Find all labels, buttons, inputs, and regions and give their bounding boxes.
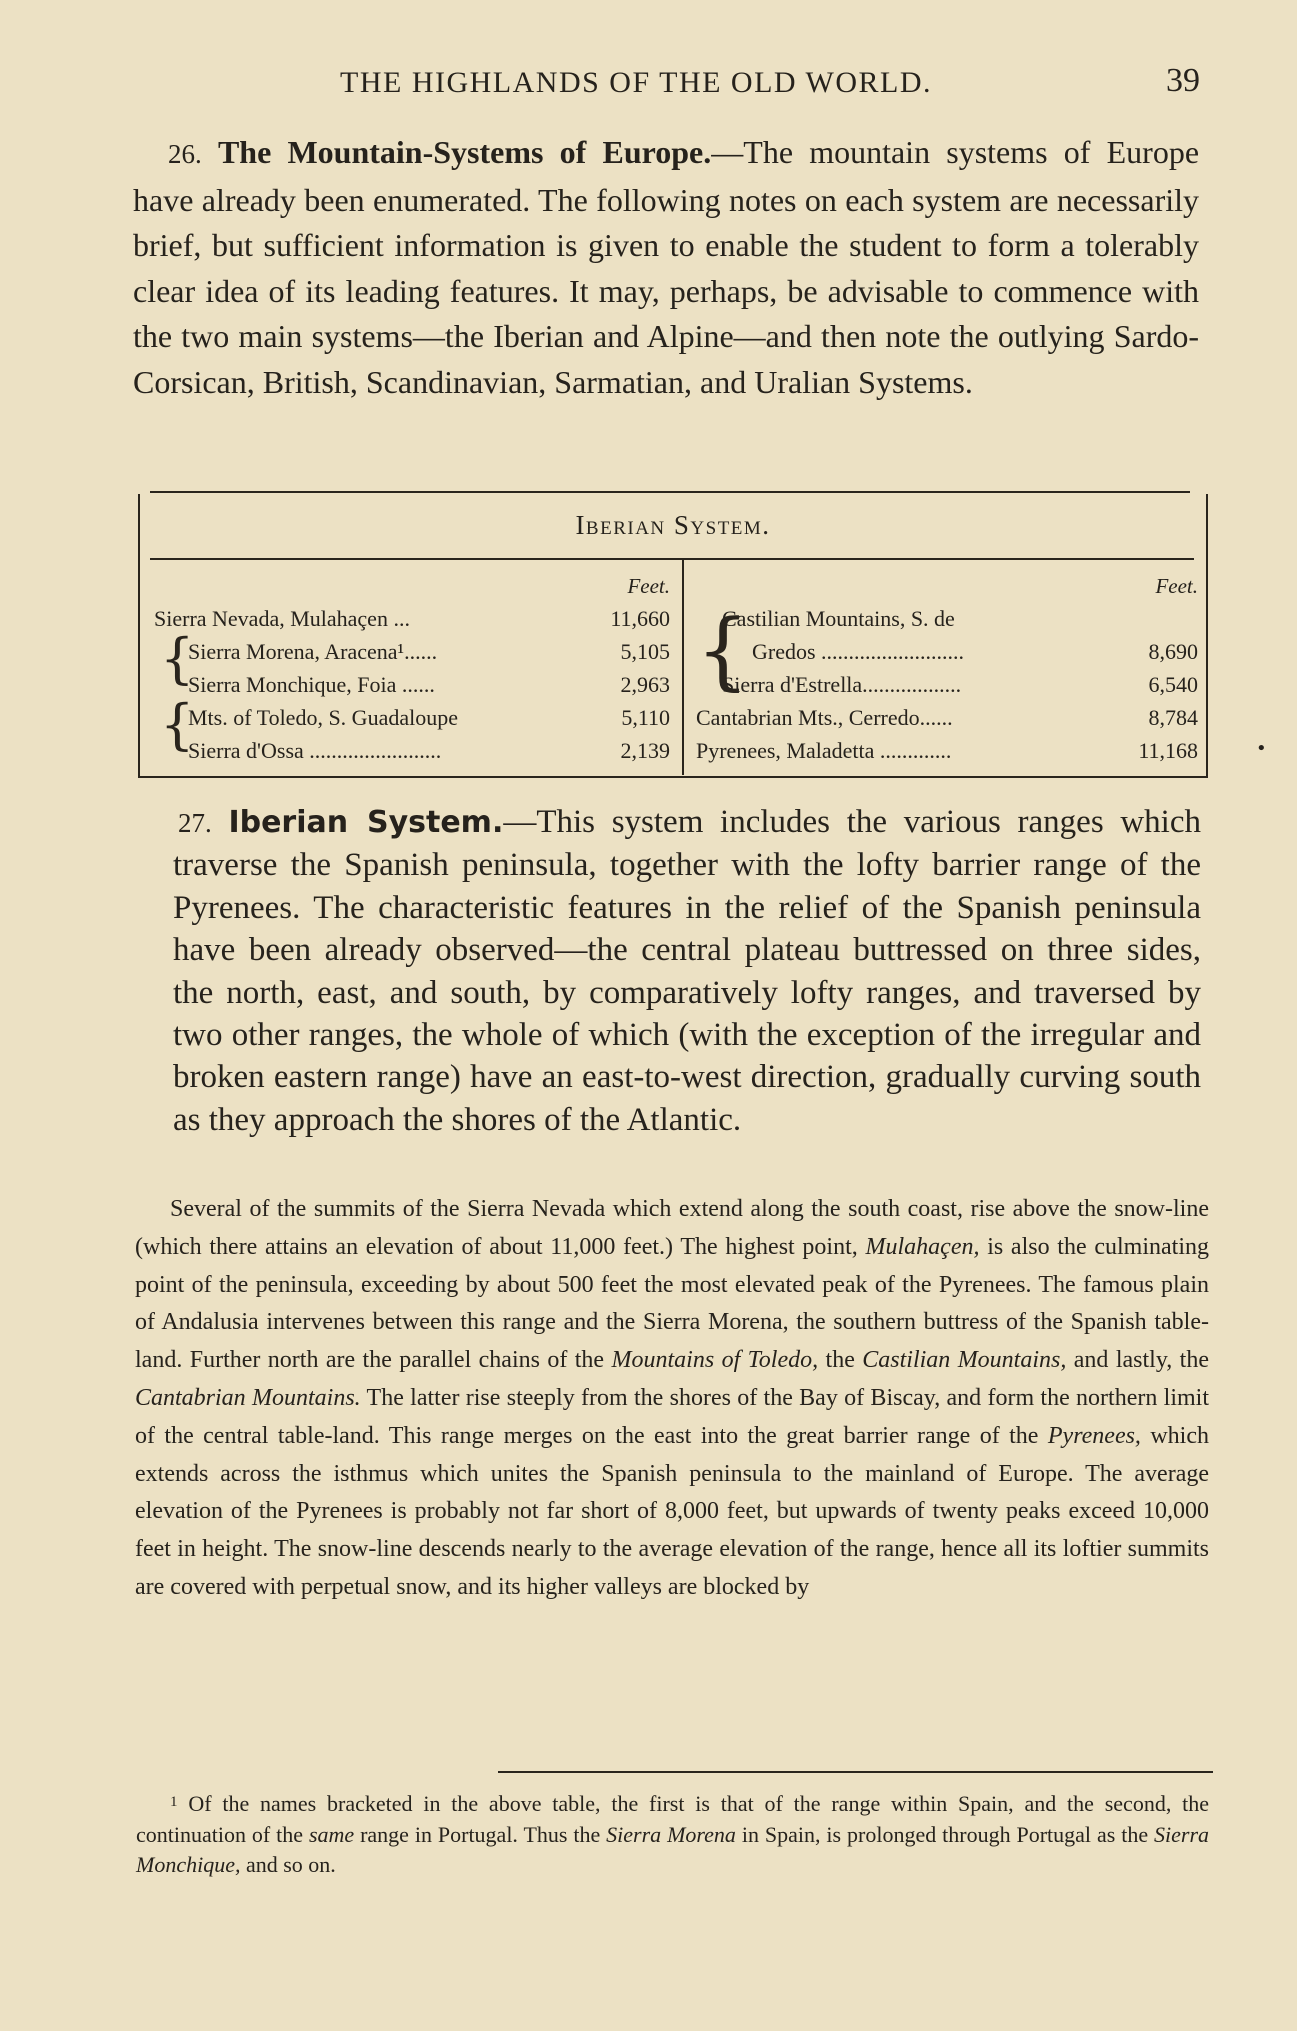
table-row <box>696 668 1198 701</box>
peak-name: Castilian Mountains, S. de <box>722 606 955 631</box>
table-top-rule <box>150 491 1190 493</box>
elevation-value: 5,110 <box>621 705 670 730</box>
text-run: in Spain, is prolonged through Portugal as the <box>735 1821 1154 1847</box>
table-row <box>154 602 670 635</box>
peak-name: Mts. of Toledo, S. Guadaloupe <box>188 705 458 730</box>
table-row <box>154 701 670 734</box>
peak-name: Gredos .......................... <box>752 639 965 664</box>
paragraph-text: —The mountain systems of Europe have already been enumerated. The following notes on each system are necessarily brief, but sufficient information is given to enable the student to form a tolerably clear idea of its leading features. It may, perhaps, be advisable to commence with the two main systems—the Iberian and Alpine—and then note the outlying Sardo-Corsican, British, Scandinavian, Sarmatian, and Uralian Systems. <box>133 134 1200 400</box>
section-heading: The Mountain-Systems of Europe. <box>217 134 712 170</box>
table-row <box>696 602 1198 635</box>
table-row <box>696 635 1198 668</box>
footnote-rule <box>498 1771 1213 1773</box>
table-caption: Iberian System. <box>575 510 771 540</box>
elevation-value: 5,105 <box>620 639 670 664</box>
text-run: which extends across the isthmus which unites the Spanish peninsula to the mainland of Europe. The average elevation of the Pyrenees is probably not far short of 8,000 feet, but upwards of twenty peaks exceed 10,000 feet in height. The snow-line descends nearly to the average elevation of the range, hence all its loftier summits are covered with perpetual snow, and its higher valleys are blocked by <box>135 1422 1210 1600</box>
peak-name: Sierra d'Estrella.................. <box>722 672 962 697</box>
italic-term: Sierra Monchique, <box>136 1821 1209 1877</box>
paragraph-text: —This system includes the various ranges which traverse the Spanish peninsula, together with the lofty barrier range of the Pyrenees. The characteristic features in the relief of the Spanish peninsula have been already observed—the central plateau buttressed on three sides, the north, east, and south, by comparatively lofty ranges, and traversed by two other ranges, the whole of which (with the exception of the irregular and broken eastern range) have an east-to-west direction, gradually curving south as they approach the shores of the Atlantic. <box>173 804 1201 1138</box>
table-row <box>154 734 670 767</box>
elevation-value: 2,963 <box>620 672 670 697</box>
brace-glyph: { <box>160 693 195 756</box>
paragraph-26 <box>133 130 1199 406</box>
peak-name: Sierra d'Ossa ........................ <box>188 738 442 763</box>
italic-term: same <box>308 1821 355 1847</box>
text-run: The latter rise steeply from the shores of the Bay of Biscay, and form the northern limit of the central table-land. This range merges on the east into the great barrier range of the <box>135 1384 1210 1449</box>
table-row <box>154 635 670 668</box>
italic-term: Castilian Mountains, <box>862 1347 1067 1374</box>
elevation-table <box>138 494 1208 778</box>
text-run: and so on. <box>240 1852 336 1877</box>
peak-name: Sierra Monchique, Foia ...... <box>188 672 435 697</box>
elevation-value: 8,784 <box>1148 705 1198 730</box>
text-run: and lastly, the <box>1066 1347 1210 1374</box>
text-run: Of the names bracketed in the above table, the first is that of the range within Spain, and the second, the continuation of the <box>136 1791 1210 1847</box>
small-print-paragraph <box>135 1191 1209 1607</box>
peak-name: Sierra Nevada, Mulahaçen ... <box>154 606 410 631</box>
table-row <box>154 668 670 701</box>
text-run: Several of the summits of the Sierra Nevada which extend along the south coast, rise above the snow-line (which there attains an elevation of about 11,000 feet.) The highest point, <box>135 1196 1209 1260</box>
stray-mark: • <box>1256 738 1267 759</box>
italic-term: Cantabrian Mountains. <box>135 1384 361 1411</box>
italic-term: Mulahaçen, <box>865 1233 980 1260</box>
elevation-value: 11,660 <box>610 606 670 631</box>
footnote <box>136 1787 1209 1881</box>
feet-header: Feet. <box>627 574 670 598</box>
section-heading: Iberian System. <box>228 805 504 840</box>
elevation-value: 2,139 <box>620 738 670 763</box>
italic-term: Sierra Morena <box>606 1821 736 1847</box>
caption-rule <box>150 558 1194 560</box>
text-run: is also the culminating point of the peninsula, exceeding by about 500 feet the most elevated peak of the Pyrenees. The famous plain of Andalusia intervenes between this range and the Sierra Morena, the southern buttress of the Spanish table-land. Further north are the parallel chains of the <box>135 1233 1209 1374</box>
peak-name: Cantabrian Mts., Cerredo...... <box>696 705 953 730</box>
paragraph-27 <box>173 801 1201 1141</box>
table-left-column <box>154 574 670 767</box>
peak-name: Sierra Morena, Aracena¹...... <box>188 639 438 664</box>
table-row <box>696 734 1198 767</box>
peak-name: Pyrenees, Maladetta ............. <box>696 738 952 763</box>
feet-header: Feet. <box>1155 574 1198 598</box>
running-title: THE HIGHLANDS OF THE OLD WORLD. <box>340 66 933 99</box>
paragraph-number: 27. <box>178 808 212 838</box>
text-run: range in Portugal. Thus the <box>354 1821 607 1847</box>
elevation-value: 11,168 <box>1138 738 1198 763</box>
elevation-value: 8,690 <box>1148 639 1198 664</box>
running-head <box>135 62 1200 106</box>
column-divider <box>682 560 684 775</box>
brace-glyph: { <box>696 601 750 699</box>
italic-term: Pyrenees, <box>1047 1422 1141 1449</box>
italic-term: Mountains of Toledo, <box>611 1347 819 1374</box>
page-number: 39 <box>1166 62 1200 99</box>
brace-glyph: { <box>160 627 195 690</box>
elevation-value: 6,540 <box>1148 672 1198 697</box>
footnote-marker: 1 <box>170 1794 178 1810</box>
text-run: the <box>818 1347 863 1374</box>
table-row <box>696 701 1198 734</box>
paragraph-number: 26. <box>168 139 202 169</box>
table-right-column <box>696 574 1198 767</box>
